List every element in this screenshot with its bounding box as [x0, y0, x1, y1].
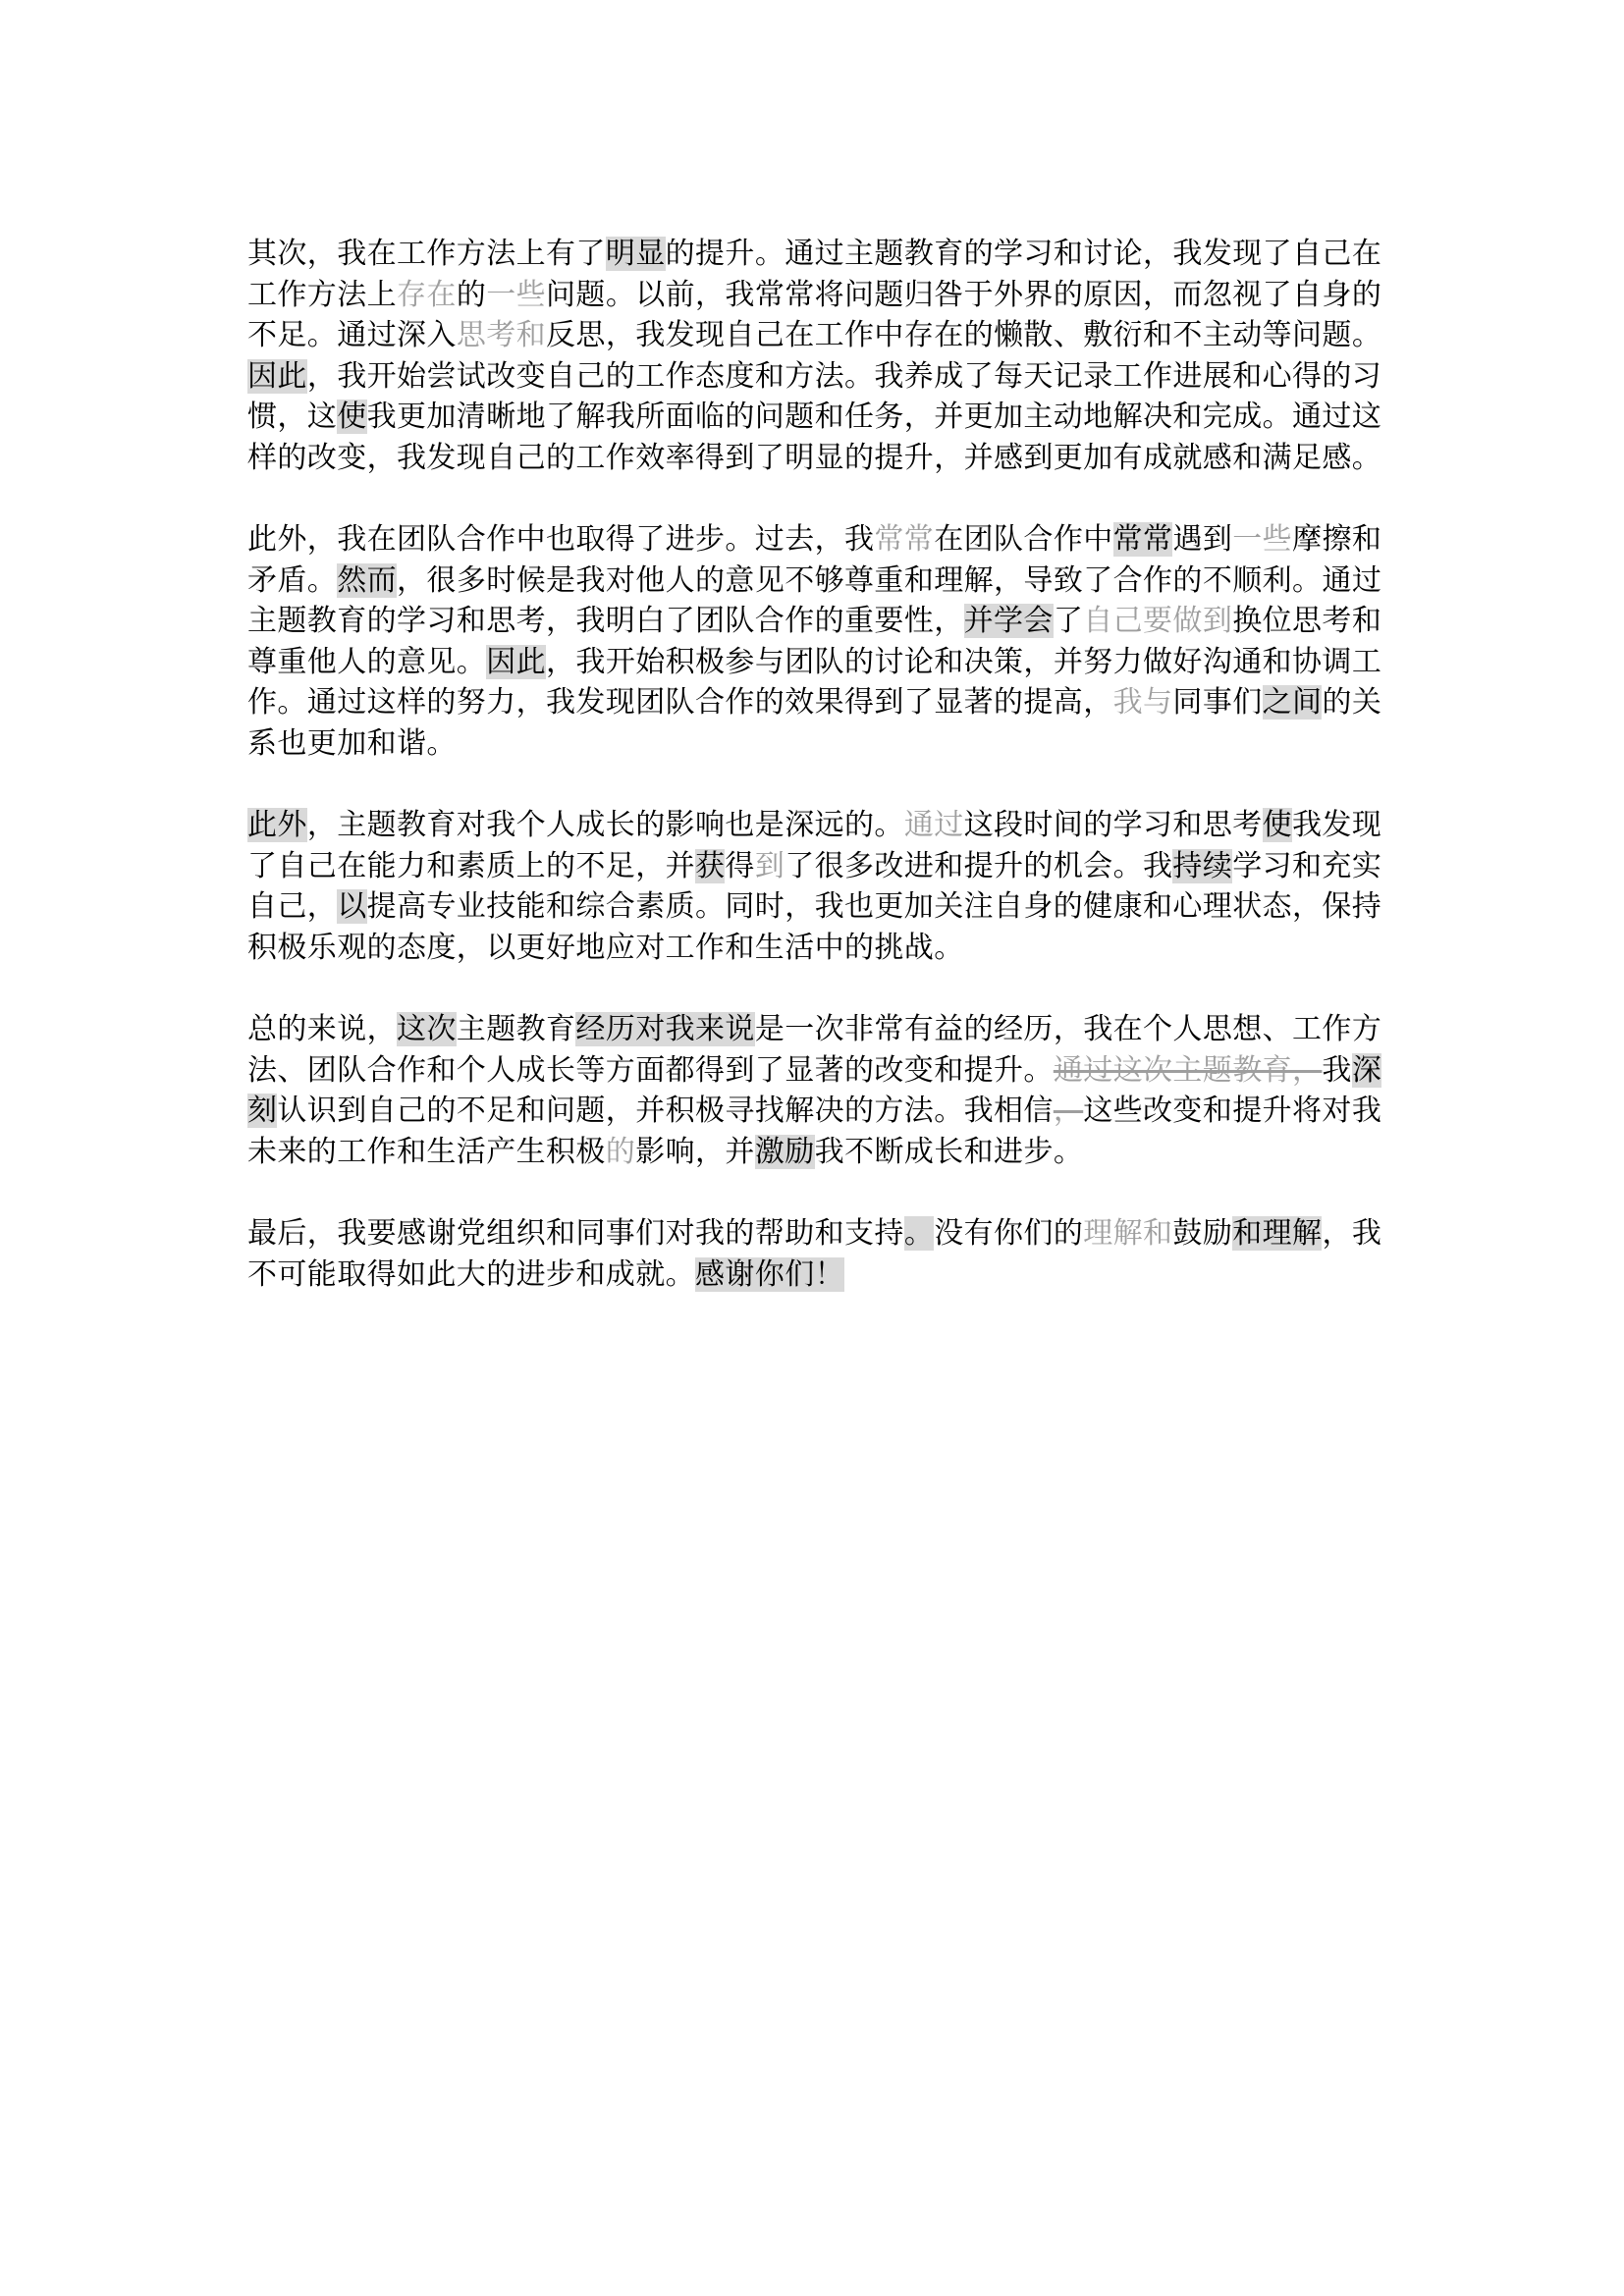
highlighted-text: 激励 [754, 1134, 815, 1169]
highlighted-text: 因此 [247, 358, 307, 394]
suggested-deletion-text: 自己要做到 [1083, 604, 1233, 638]
text-segment: 得 [725, 848, 755, 883]
suggested-deletion-text: 常常 [874, 522, 935, 557]
text-segment: 我更加清晰地了解我所面临的问题和任务，并更加主动地解决和完成。通过这样的改变，我发现自己的工作效率得到了明显的提升，并感到更加有成就感和满足感。 [247, 400, 1382, 475]
highlighted-text: 使 [1262, 808, 1293, 842]
text-segment: 没有你们的 [934, 1216, 1084, 1251]
suggested-deletion-text: 的 [605, 1134, 636, 1169]
text-segment: 最后，我要感谢党组织和同事们对我的帮助和支持 [247, 1216, 904, 1251]
text-segment: 换位思考和尊重他人的意见。 [247, 604, 1382, 679]
text-segment: 我不断成长和进步。 [814, 1134, 1084, 1169]
text-segment: 是一次非常有益的经历，我在个人思想、工作方法、团队合作和个人成长等方面都得到了显著的改变和提升。 [247, 1012, 1382, 1088]
text-segment: ，主题教育对我个人成长的影响也是深远的。 [306, 808, 904, 842]
text-segment: 总的来说， [247, 1012, 397, 1046]
paragraph-work-methods [247, 234, 1386, 478]
highlighted-text: 并学会 [963, 604, 1054, 638]
text-segment: 了 [1053, 604, 1084, 638]
highlighted-text: 。 [903, 1216, 935, 1251]
text-segment: 认识到自己的不足和问题，并积极寻找解决的方法。我相信 [277, 1094, 1054, 1128]
text-segment: 同事们 [1172, 685, 1263, 720]
highlighted-text: 此外 [247, 808, 307, 842]
paragraph-summary [247, 1009, 1386, 1172]
highlighted-text: 之间 [1262, 685, 1323, 720]
text-segment: 主题教育 [456, 1012, 576, 1046]
text-segment: 鼓励 [1172, 1216, 1233, 1251]
paragraph-teamwork [247, 519, 1386, 764]
highlighted-text: 以 [337, 889, 367, 924]
paragraph-thanks [247, 1213, 1386, 1295]
text-segment: 问题。以前，我常常将问题归咎于外界的原因，而忽视了自身的不足。通过深入 [247, 277, 1382, 352]
text-segment: 的 [456, 277, 487, 312]
highlighted-text: 明显 [605, 237, 666, 271]
suggested-deletion-text: 一些 [1232, 522, 1293, 557]
paragraph-personal-growth [247, 805, 1386, 968]
text-segment: 这段时间的学习和思考 [963, 808, 1263, 842]
text-segment: ，我不可能取得如此大的进步和成就。 [247, 1216, 1382, 1292]
text-segment: ，很多时候是我对他人的意见不够尊重和理解，导致了合作的不顺利。通过主题教育的学习和思考，我明白了团队合作的重要性， [247, 562, 1382, 638]
text-segment: ，我开始尝试改变自己的工作态度和方法。我养成了每天记录工作进展和心得的习惯，这 [247, 358, 1382, 434]
text-segment: ，我开始积极参与团队的讨论和决策，并努力做好沟通和协调工作。通过这样的努力，我发现团队合作的效果得到了显著的提高， [247, 644, 1382, 720]
highlighted-text: 持续 [1172, 848, 1233, 883]
text-segment: 遇到 [1172, 522, 1233, 557]
strikethrough-text: ， [1053, 1094, 1084, 1128]
highlighted-text: 感谢你们！ [695, 1256, 844, 1292]
highlighted-text: 使 [337, 400, 367, 434]
highlighted-text: 因此 [486, 644, 547, 679]
suggested-deletion-text: 思考和 [456, 318, 547, 352]
text-segment: 了很多改进和提升的机会。我 [785, 848, 1173, 883]
text-segment: 提高专业技能和综合素质。同时，我也更加关注自身的健康和心理状态，保持积极乐观的态度，以更好地应对工作和生活中的挑战。 [247, 889, 1382, 965]
suggested-deletion-text: 理解和 [1083, 1216, 1173, 1251]
strikethrough-text: 通过这次主题教育， [1053, 1052, 1323, 1088]
document-page [247, 234, 1386, 1336]
text-segment: 这些改变和提升将对我未来的工作和生活产生积极 [247, 1094, 1382, 1169]
highlighted-text: 常常 [1112, 522, 1173, 557]
text-segment: 其次，我在工作方法上有了 [247, 237, 606, 271]
suggested-deletion-text: 通过 [903, 808, 964, 842]
text-segment: 反思，我发现自己在工作中存在的懒散、敷衍和不主动等问题。 [546, 318, 1382, 352]
text-segment: 影响，并 [635, 1134, 755, 1169]
highlighted-text: 和理解 [1232, 1216, 1323, 1251]
highlighted-text: 然而 [337, 562, 398, 598]
text-segment: 我 [1322, 1052, 1352, 1088]
suggested-deletion-text: 一些 [486, 277, 547, 312]
text-segment: 学习和充实自己， [247, 848, 1382, 924]
suggested-deletion-text: 我与 [1112, 685, 1173, 720]
highlighted-text: 这次 [397, 1012, 457, 1046]
suggested-deletion-text: 到 [754, 848, 785, 883]
highlighted-text: 经历对我来说 [575, 1012, 755, 1046]
text-segment: 在团队合作中 [934, 522, 1113, 557]
highlighted-text: 深刻 [247, 1052, 1382, 1128]
text-segment: 此外，我在团队合作中也取得了进步。过去，我 [247, 522, 875, 557]
text-segment: 我发现了自己在能力和素质上的不足，并 [247, 808, 1382, 883]
suggested-deletion-text: 存在 [397, 277, 457, 312]
text-segment: 的提升。通过主题教育的学习和讨论，我发现了自己在工作方法上 [247, 237, 1382, 312]
text-segment: 摩擦和矛盾。 [247, 522, 1382, 598]
highlighted-text: 获 [695, 848, 726, 883]
text-segment: 的关系也更加和谐。 [247, 685, 1382, 761]
